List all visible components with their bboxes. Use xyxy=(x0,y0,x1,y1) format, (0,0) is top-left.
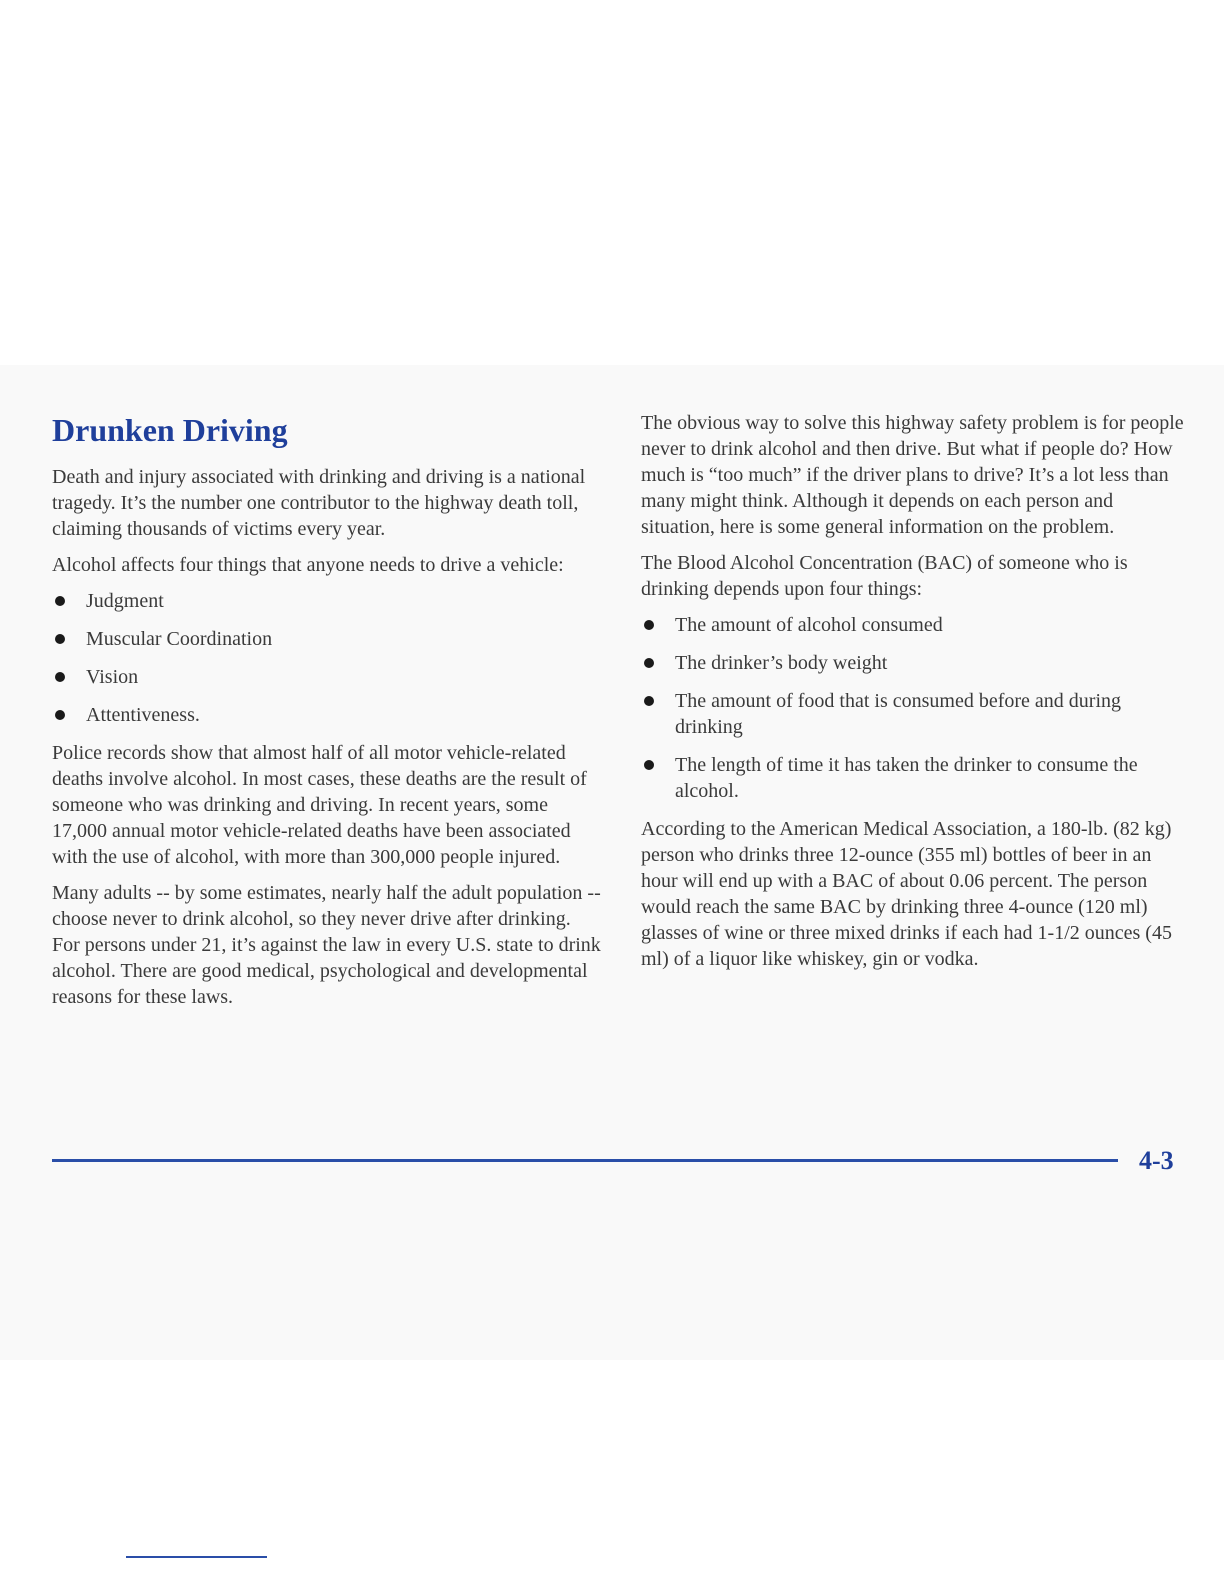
list-item xyxy=(641,688,1189,740)
bullet-icon xyxy=(55,596,65,606)
page-number: 4-3 xyxy=(1139,1146,1174,1175)
list-item xyxy=(52,588,602,614)
bac-factors-list xyxy=(641,612,1189,804)
list-item xyxy=(641,752,1189,804)
right-column xyxy=(641,410,1189,982)
bac-paragraph: The Blood Alcohol Concentration (BAC) of someone who is drinking depends upon four things: xyxy=(641,552,1128,600)
bullet-icon xyxy=(55,634,65,644)
alcohol-effects-paragraph: Alcohol affects four things that anyone needs to drive a vehicle: xyxy=(52,554,564,576)
police-records-paragraph: Police records show that almost half of all motor vehicle-related deaths involve alcohol. In most cases, these deaths are the result of someone who was drinking and driving. In recent years, some 17,000 annual motor vehicle-related deaths have been associated with the use of alcohol, with more than 300,000 people injured. xyxy=(52,742,587,868)
list-item-text: Attentiveness. xyxy=(86,704,200,726)
list-item-text: Muscular Coordination xyxy=(86,628,273,650)
list-item-text: Vision xyxy=(86,666,139,688)
list-item-text: Judgment xyxy=(86,590,164,612)
footer-rule xyxy=(52,1159,1118,1162)
bullet-icon xyxy=(644,760,654,770)
adults-paragraph: Many adults -- by some estimates, nearly half the adult population -- choose never to drink alcohol, so they never drive after drinking. For persons under 21, it’s against the law in every U.S. state to drink alcohol. There are good medical, psychological and developmental reasons for these laws. xyxy=(52,882,601,1008)
left-column xyxy=(52,408,602,1020)
list-item xyxy=(641,650,1189,676)
list-item-text: The drinker’s body weight xyxy=(675,652,888,674)
intro-paragraph: Death and injury associated with drinking and driving is a national tragedy. It’s the number one contributor to the highway death toll, claiming thousands of victims every year. xyxy=(52,466,586,540)
alcohol-effects-list xyxy=(52,588,602,728)
bullet-icon xyxy=(644,620,654,630)
bottom-divider xyxy=(126,1556,267,1558)
list-item-text: The amount of alcohol consumed xyxy=(675,614,943,636)
section-title: Drunken Driving xyxy=(52,412,288,448)
bullet-icon xyxy=(644,696,654,706)
list-item xyxy=(52,664,602,690)
solution-paragraph: The obvious way to solve this highway safety problem is for people never to drink alcohol and then drive. But what if people do? How much is “too much” if the driver plans to drive? It’s a lot less than many might think. Although it depends on each person and situation, here is some general information on the problem. xyxy=(641,412,1184,538)
list-item xyxy=(52,702,602,728)
bullet-icon xyxy=(644,658,654,668)
list-item xyxy=(52,626,602,652)
list-item xyxy=(641,612,1189,638)
list-item-text: The amount of food that is consumed before and during drinking xyxy=(675,690,1121,738)
bullet-icon xyxy=(55,672,65,682)
bullet-icon xyxy=(55,710,65,720)
ama-paragraph: According to the American Medical Association, a 180-lb. (82 kg) person who drinks three 12-ounce (355 ml) bottles of beer in an hour will end up with a BAC of about 0.06 percent. The person would reach the same BAC by drinking three 4-ounce (120 ml) glasses of wine or three mixed drinks if each had 1-1/2 ounces (45 ml) of a liquor like whiskey, gin or vodka. xyxy=(641,818,1172,970)
list-item-text: The length of time it has taken the drinker to consume the alcohol. xyxy=(675,754,1138,802)
